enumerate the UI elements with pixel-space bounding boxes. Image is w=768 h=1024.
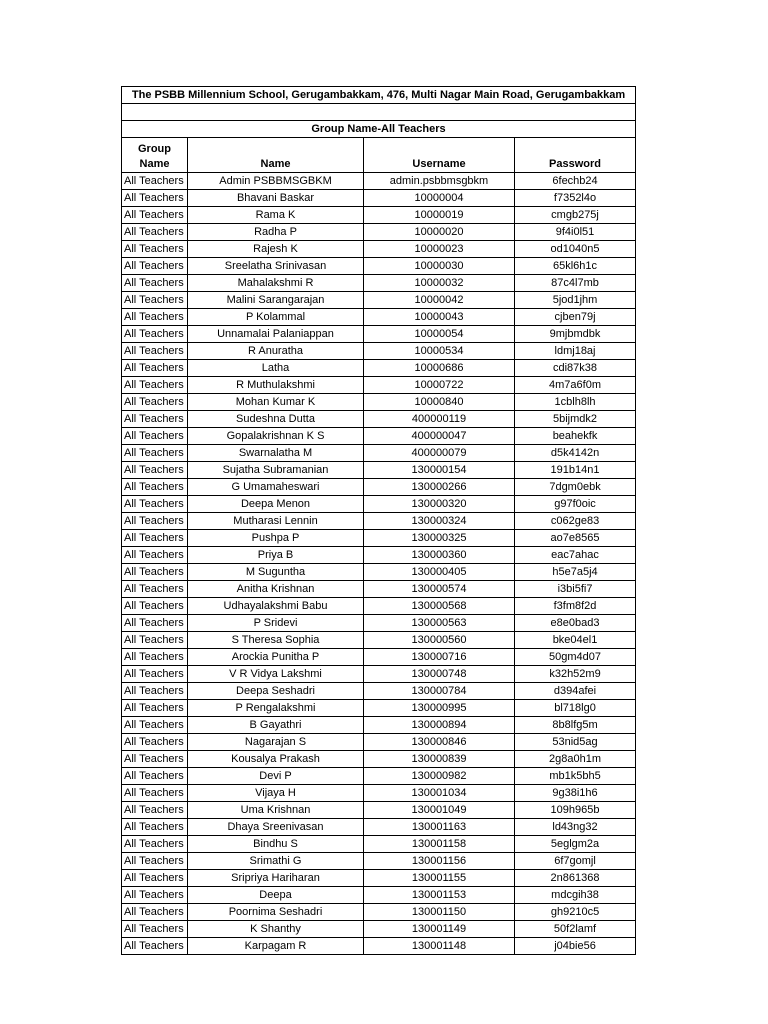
cell-username: 130000574 bbox=[364, 581, 515, 598]
cell-password: 5eglgm2a bbox=[515, 836, 636, 853]
cell-username: 130000266 bbox=[364, 479, 515, 496]
cell-password: bl718lg0 bbox=[515, 700, 636, 717]
table-row bbox=[122, 700, 636, 717]
cell-username: 400000119 bbox=[364, 411, 515, 428]
cell-name: Priya B bbox=[188, 547, 364, 564]
cell-username: 400000047 bbox=[364, 428, 515, 445]
table-row bbox=[122, 717, 636, 734]
table-row bbox=[122, 530, 636, 547]
table-row bbox=[122, 445, 636, 462]
cell-group-name: All Teachers bbox=[122, 768, 188, 785]
cell-password: cjben79j bbox=[515, 309, 636, 326]
table-body bbox=[122, 87, 636, 955]
cell-name: Karpagam R bbox=[188, 938, 364, 955]
header-password: Password bbox=[515, 138, 636, 173]
cell-username: 130000982 bbox=[364, 768, 515, 785]
cell-group-name: All Teachers bbox=[122, 938, 188, 955]
cell-password: 2g8a0h1m bbox=[515, 751, 636, 768]
cell-password: i3bi5fi7 bbox=[515, 581, 636, 598]
cell-password: cdi87k38 bbox=[515, 360, 636, 377]
cell-group-name: All Teachers bbox=[122, 360, 188, 377]
cell-password: mb1k5bh5 bbox=[515, 768, 636, 785]
cell-username: 130001158 bbox=[364, 836, 515, 853]
cell-group-name: All Teachers bbox=[122, 275, 188, 292]
cell-password: 8b8lfg5m bbox=[515, 717, 636, 734]
cell-password: d394afei bbox=[515, 683, 636, 700]
table-row bbox=[122, 870, 636, 887]
cell-group-name: All Teachers bbox=[122, 904, 188, 921]
cell-group-name: All Teachers bbox=[122, 649, 188, 666]
cell-username: 130000360 bbox=[364, 547, 515, 564]
cell-username: 130000324 bbox=[364, 513, 515, 530]
cell-name: Deepa bbox=[188, 887, 364, 904]
cell-group-name: All Teachers bbox=[122, 479, 188, 496]
cell-password: k32h52m9 bbox=[515, 666, 636, 683]
cell-username: 130001153 bbox=[364, 887, 515, 904]
cell-name: Deepa Seshadri bbox=[188, 683, 364, 700]
header-row bbox=[122, 138, 636, 173]
table-row bbox=[122, 819, 636, 836]
cell-username: 130000846 bbox=[364, 734, 515, 751]
cell-password: mdcgih38 bbox=[515, 887, 636, 904]
cell-group-name: All Teachers bbox=[122, 785, 188, 802]
table-row bbox=[122, 428, 636, 445]
cell-name: Gopalakrishnan K S bbox=[188, 428, 364, 445]
cell-group-name: All Teachers bbox=[122, 751, 188, 768]
cell-name: Nagarajan S bbox=[188, 734, 364, 751]
cell-name: Anitha Krishnan bbox=[188, 581, 364, 598]
cell-username: 130000560 bbox=[364, 632, 515, 649]
cell-group-name: All Teachers bbox=[122, 190, 188, 207]
cell-username: 130000405 bbox=[364, 564, 515, 581]
cell-username: 10000534 bbox=[364, 343, 515, 360]
cell-group-name: All Teachers bbox=[122, 292, 188, 309]
teachers-table bbox=[121, 86, 636, 955]
cell-group-name: All Teachers bbox=[122, 870, 188, 887]
cell-password: f3fm8f2d bbox=[515, 598, 636, 615]
cell-password: 9f4i0l51 bbox=[515, 224, 636, 241]
cell-password: cmgb275j bbox=[515, 207, 636, 224]
spacer-cell bbox=[122, 104, 636, 121]
table-row bbox=[122, 496, 636, 513]
cell-group-name: All Teachers bbox=[122, 887, 188, 904]
cell-password: e8e0bad3 bbox=[515, 615, 636, 632]
cell-username: 130001163 bbox=[364, 819, 515, 836]
spacer-row bbox=[122, 104, 636, 121]
table-row bbox=[122, 768, 636, 785]
cell-username: 130000894 bbox=[364, 717, 515, 734]
table-row bbox=[122, 377, 636, 394]
cell-group-name: All Teachers bbox=[122, 581, 188, 598]
cell-name: R Anuratha bbox=[188, 343, 364, 360]
cell-group-name: All Teachers bbox=[122, 377, 188, 394]
cell-username: 10000722 bbox=[364, 377, 515, 394]
table-row bbox=[122, 564, 636, 581]
table-row bbox=[122, 275, 636, 292]
cell-group-name: All Teachers bbox=[122, 921, 188, 938]
cell-password: 5jod1jhm bbox=[515, 292, 636, 309]
header-name: Name bbox=[188, 138, 364, 173]
cell-name: Rajesh K bbox=[188, 241, 364, 258]
cell-group-name: All Teachers bbox=[122, 802, 188, 819]
cell-group-name: All Teachers bbox=[122, 445, 188, 462]
cell-password: ld43ng32 bbox=[515, 819, 636, 836]
table-row bbox=[122, 513, 636, 530]
cell-group-name: All Teachers bbox=[122, 836, 188, 853]
cell-group-name: All Teachers bbox=[122, 496, 188, 513]
cell-username: 10000020 bbox=[364, 224, 515, 241]
cell-password: 53nid5ag bbox=[515, 734, 636, 751]
table-row bbox=[122, 598, 636, 615]
cell-name: Latha bbox=[188, 360, 364, 377]
cell-username: 130000784 bbox=[364, 683, 515, 700]
cell-group-name: All Teachers bbox=[122, 734, 188, 751]
table-row bbox=[122, 632, 636, 649]
cell-name: Malini Sarangarajan bbox=[188, 292, 364, 309]
cell-group-name: All Teachers bbox=[122, 428, 188, 445]
cell-password: j04bie56 bbox=[515, 938, 636, 955]
cell-group-name: All Teachers bbox=[122, 700, 188, 717]
cell-username: admin.psbbmsgbkm bbox=[364, 173, 515, 190]
cell-name: Bhavani Baskar bbox=[188, 190, 364, 207]
cell-group-name: All Teachers bbox=[122, 598, 188, 615]
cell-name: B Gayathri bbox=[188, 717, 364, 734]
school-title: The PSBB Millennium School, Gerugambakkam, 476, Multi Nagar Main Road, Gerugambakkam bbox=[122, 87, 636, 104]
cell-group-name: All Teachers bbox=[122, 462, 188, 479]
cell-username: 10000032 bbox=[364, 275, 515, 292]
cell-group-name: All Teachers bbox=[122, 819, 188, 836]
group-title: Group Name-All Teachers bbox=[122, 121, 636, 138]
cell-password: 65kl6h1c bbox=[515, 258, 636, 275]
table-row bbox=[122, 547, 636, 564]
cell-group-name: All Teachers bbox=[122, 241, 188, 258]
cell-username: 130000839 bbox=[364, 751, 515, 768]
table-row bbox=[122, 615, 636, 632]
cell-group-name: All Teachers bbox=[122, 207, 188, 224]
table-row bbox=[122, 190, 636, 207]
cell-password: 2n861368 bbox=[515, 870, 636, 887]
cell-name: Mutharasi Lennin bbox=[188, 513, 364, 530]
cell-username: 10000043 bbox=[364, 309, 515, 326]
cell-name: G Umamaheswari bbox=[188, 479, 364, 496]
cell-username: 130000568 bbox=[364, 598, 515, 615]
cell-group-name: All Teachers bbox=[122, 564, 188, 581]
cell-password: c062ge83 bbox=[515, 513, 636, 530]
cell-password: ldmj18aj bbox=[515, 343, 636, 360]
table-row bbox=[122, 853, 636, 870]
cell-name: Devi P bbox=[188, 768, 364, 785]
table-row bbox=[122, 938, 636, 955]
cell-name: Mohan Kumar K bbox=[188, 394, 364, 411]
table-row bbox=[122, 326, 636, 343]
table-row bbox=[122, 887, 636, 904]
cell-name: Swarnalatha M bbox=[188, 445, 364, 462]
table-row bbox=[122, 904, 636, 921]
table-row bbox=[122, 343, 636, 360]
cell-username: 10000023 bbox=[364, 241, 515, 258]
cell-group-name: All Teachers bbox=[122, 309, 188, 326]
cell-name: Unnamalai Palaniappan bbox=[188, 326, 364, 343]
cell-password: f7352l4o bbox=[515, 190, 636, 207]
cell-username: 130000995 bbox=[364, 700, 515, 717]
cell-name: Vijaya H bbox=[188, 785, 364, 802]
cell-group-name: All Teachers bbox=[122, 173, 188, 190]
cell-name: P Sridevi bbox=[188, 615, 364, 632]
cell-username: 400000079 bbox=[364, 445, 515, 462]
cell-name: Deepa Menon bbox=[188, 496, 364, 513]
header-group-name: Group Name bbox=[122, 138, 188, 173]
table-row bbox=[122, 751, 636, 768]
cell-group-name: All Teachers bbox=[122, 632, 188, 649]
cell-username: 130001148 bbox=[364, 938, 515, 955]
cell-username: 130001049 bbox=[364, 802, 515, 819]
table-row bbox=[122, 785, 636, 802]
cell-name: Udhayalakshmi Babu bbox=[188, 598, 364, 615]
table-row bbox=[122, 173, 636, 190]
cell-password: 191b14n1 bbox=[515, 462, 636, 479]
table-row bbox=[122, 207, 636, 224]
cell-password: eac7ahac bbox=[515, 547, 636, 564]
table-row bbox=[122, 479, 636, 496]
cell-name: Sudeshna Dutta bbox=[188, 411, 364, 428]
cell-name: M Suguntha bbox=[188, 564, 364, 581]
cell-username: 130000716 bbox=[364, 649, 515, 666]
cell-password: 6fechb24 bbox=[515, 173, 636, 190]
table-row bbox=[122, 649, 636, 666]
table-row bbox=[122, 581, 636, 598]
cell-group-name: All Teachers bbox=[122, 258, 188, 275]
cell-username: 10000019 bbox=[364, 207, 515, 224]
cell-password: 5bijmdk2 bbox=[515, 411, 636, 428]
cell-name: Srimathi G bbox=[188, 853, 364, 870]
cell-name: P Kolammal bbox=[188, 309, 364, 326]
cell-password: 4m7a6f0m bbox=[515, 377, 636, 394]
cell-password: gh9210c5 bbox=[515, 904, 636, 921]
cell-username: 130001155 bbox=[364, 870, 515, 887]
table-row bbox=[122, 258, 636, 275]
cell-group-name: All Teachers bbox=[122, 513, 188, 530]
cell-password: 1cblh8lh bbox=[515, 394, 636, 411]
cell-username: 130000325 bbox=[364, 530, 515, 547]
cell-name: Arockia Punitha P bbox=[188, 649, 364, 666]
title-row bbox=[122, 87, 636, 104]
cell-group-name: All Teachers bbox=[122, 326, 188, 343]
cell-username: 130000748 bbox=[364, 666, 515, 683]
cell-password: 9g38i1h6 bbox=[515, 785, 636, 802]
table-row bbox=[122, 921, 636, 938]
header-username: Username bbox=[364, 138, 515, 173]
cell-group-name: All Teachers bbox=[122, 547, 188, 564]
table-row bbox=[122, 836, 636, 853]
cell-username: 10000004 bbox=[364, 190, 515, 207]
cell-username: 10000840 bbox=[364, 394, 515, 411]
cell-name: Sujatha Subramanian bbox=[188, 462, 364, 479]
cell-username: 130000563 bbox=[364, 615, 515, 632]
cell-password: 50f2lamf bbox=[515, 921, 636, 938]
cell-username: 10000042 bbox=[364, 292, 515, 309]
cell-password: ao7e8565 bbox=[515, 530, 636, 547]
cell-password: 7dgm0ebk bbox=[515, 479, 636, 496]
table-row bbox=[122, 683, 636, 700]
cell-name: Radha P bbox=[188, 224, 364, 241]
cell-name: Dhaya Sreenivasan bbox=[188, 819, 364, 836]
cell-username: 130000320 bbox=[364, 496, 515, 513]
cell-username: 130001156 bbox=[364, 853, 515, 870]
cell-password: 87c4l7mb bbox=[515, 275, 636, 292]
cell-username: 130001149 bbox=[364, 921, 515, 938]
cell-group-name: All Teachers bbox=[122, 717, 188, 734]
cell-password: bke04el1 bbox=[515, 632, 636, 649]
cell-group-name: All Teachers bbox=[122, 666, 188, 683]
cell-name: S Theresa Sophia bbox=[188, 632, 364, 649]
cell-group-name: All Teachers bbox=[122, 224, 188, 241]
cell-name: R Muthulakshmi bbox=[188, 377, 364, 394]
cell-password: 109h965b bbox=[515, 802, 636, 819]
cell-name: Mahalakshmi R bbox=[188, 275, 364, 292]
table-row bbox=[122, 309, 636, 326]
cell-password: d5k4142n bbox=[515, 445, 636, 462]
cell-username: 130001034 bbox=[364, 785, 515, 802]
cell-name: Sreelatha Srinivasan bbox=[188, 258, 364, 275]
cell-username: 10000054 bbox=[364, 326, 515, 343]
cell-name: Pushpa P bbox=[188, 530, 364, 547]
cell-group-name: All Teachers bbox=[122, 394, 188, 411]
cell-password: g97f0oic bbox=[515, 496, 636, 513]
group-row bbox=[122, 121, 636, 138]
cell-name: K Shanthy bbox=[188, 921, 364, 938]
cell-password: 6f7gomjl bbox=[515, 853, 636, 870]
table-row bbox=[122, 411, 636, 428]
cell-group-name: All Teachers bbox=[122, 853, 188, 870]
table-row bbox=[122, 360, 636, 377]
cell-name: Kousalya Prakash bbox=[188, 751, 364, 768]
cell-group-name: All Teachers bbox=[122, 411, 188, 428]
table-row bbox=[122, 224, 636, 241]
cell-username: 130001150 bbox=[364, 904, 515, 921]
table-row bbox=[122, 292, 636, 309]
cell-name: Uma Krishnan bbox=[188, 802, 364, 819]
table-row bbox=[122, 666, 636, 683]
table-row bbox=[122, 241, 636, 258]
cell-password: h5e7a5j4 bbox=[515, 564, 636, 581]
table-row bbox=[122, 734, 636, 751]
table-row bbox=[122, 462, 636, 479]
table-row bbox=[122, 394, 636, 411]
cell-group-name: All Teachers bbox=[122, 530, 188, 547]
cell-name: P Rengalakshmi bbox=[188, 700, 364, 717]
cell-username: 10000686 bbox=[364, 360, 515, 377]
cell-name: Rama K bbox=[188, 207, 364, 224]
cell-password: 9mjbmdbk bbox=[515, 326, 636, 343]
cell-name: Bindhu S bbox=[188, 836, 364, 853]
cell-username: 130000154 bbox=[364, 462, 515, 479]
table-row bbox=[122, 802, 636, 819]
cell-name: V R Vidya Lakshmi bbox=[188, 666, 364, 683]
cell-name: Poornima Seshadri bbox=[188, 904, 364, 921]
cell-name: Admin PSBBMSGBKM bbox=[188, 173, 364, 190]
cell-group-name: All Teachers bbox=[122, 343, 188, 360]
cell-password: beahekfk bbox=[515, 428, 636, 445]
cell-group-name: All Teachers bbox=[122, 615, 188, 632]
cell-password: 50gm4d07 bbox=[515, 649, 636, 666]
cell-password: od1040n5 bbox=[515, 241, 636, 258]
cell-name: Sripriya Hariharan bbox=[188, 870, 364, 887]
cell-username: 10000030 bbox=[364, 258, 515, 275]
cell-group-name: All Teachers bbox=[122, 683, 188, 700]
